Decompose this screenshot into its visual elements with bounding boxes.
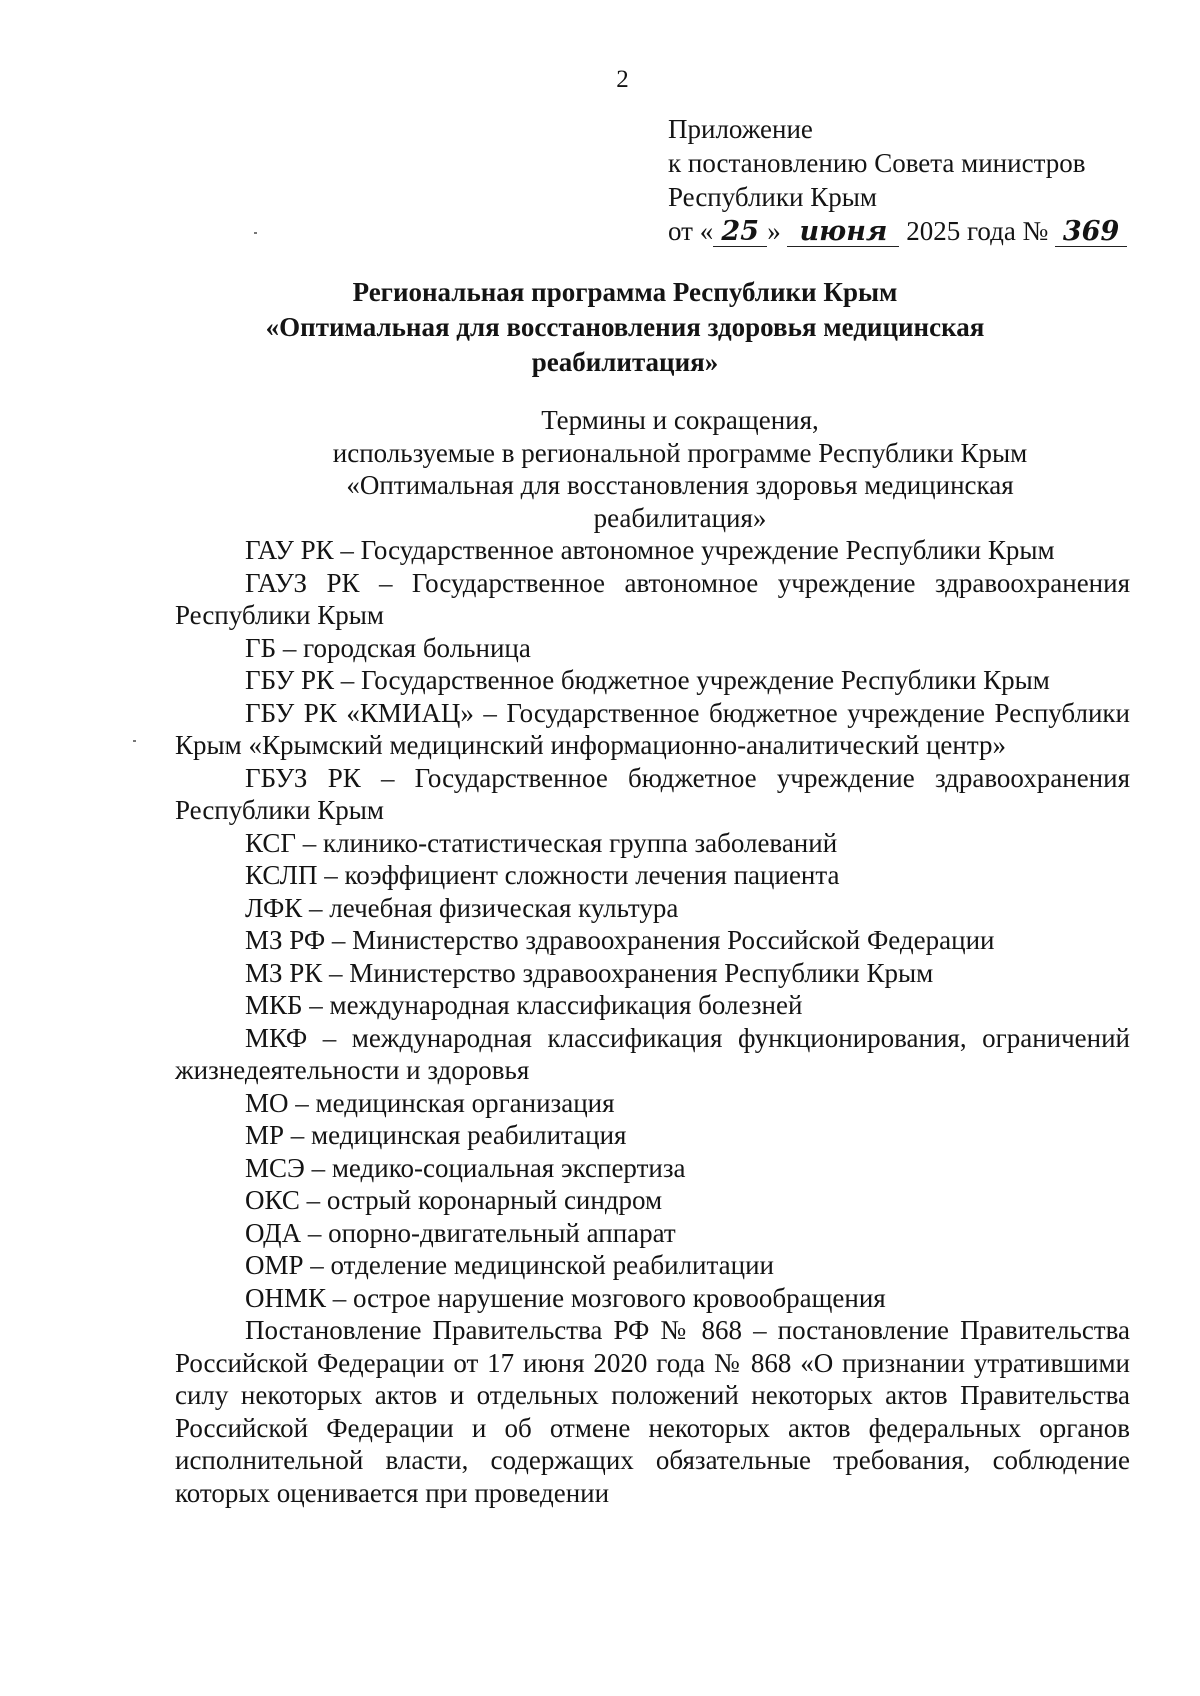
appendix-block [668, 112, 1128, 248]
title-line-3: реабилитация» [531, 347, 719, 377]
date-prefix: от « [668, 216, 714, 246]
scan-speck [133, 740, 136, 742]
appendix-date-line [668, 214, 1128, 248]
term-item: ОМР – отделение медицинской реабилитации [245, 1250, 774, 1280]
terms-list [175, 534, 1130, 1509]
term-item: МКБ – международная классификация болезней [245, 990, 803, 1020]
handwritten-month: июня [787, 218, 899, 247]
terms-heading-line-2: используемые в региональной программе Республики Крым [332, 437, 1028, 468]
term-item: МСЭ – медико-социальная экспертиза [245, 1152, 686, 1183]
terms-heading [300, 404, 1060, 534]
term-item: МЗ РФ – Министерство здравоохранения Российской Федерации [245, 925, 995, 955]
year-text: 2025 года № [906, 216, 1049, 246]
term-item: МО – медицинская организация [245, 1087, 615, 1118]
term-item: ЛФК – лечебная физическая культура [245, 892, 679, 923]
date-mid: » [767, 216, 781, 246]
term-item: Постановление Правительства РФ № 868 – постановление Правительства Российской Федерации от 17 июня 2020 года № 868 «О признании утратившими силу некоторых актов и отдельных положений некоторых актов Правительства Российской Федерации и об отмене некоторых актов федеральных органов исполнительной власти, содержащих обязательные требования, соблюдение которых оценивается при проведении [175, 1315, 1130, 1508]
term-item: КСГ – клинико-статистическая группа заболеваний [245, 827, 838, 858]
term-item: ГАУЗ РК – Государственное автономное учреждение здравоохранения Республики Крым [175, 567, 1130, 630]
terms-heading-line-1: Термины и сокращения, [541, 405, 819, 435]
title-line-1: Региональная программа Республики Крым [352, 277, 898, 307]
terms-heading-line-4: реабилитация» [593, 502, 767, 533]
terms-heading-line-3: «Оптимальная для восстановления здоровья медицинская [346, 470, 1014, 500]
title-line-2: «Оптимальная для восстановления здоровья медицинская [265, 312, 985, 342]
term-item: ГБУ РК – Государственное бюджетное учреждение Республики Крым [245, 665, 1050, 695]
term-item: МЗ РК – Министерство здравоохранения Республики Крым [245, 957, 934, 988]
handwritten-day: 25 [713, 218, 767, 247]
term-item: ОКС – острый коронарный синдром [245, 1185, 663, 1215]
term-item: МР – медицинская реабилитация [245, 1120, 627, 1150]
term-item: ОНМК – острое нарушение мозгового кровообращения [245, 1282, 886, 1313]
page-number: 2 [616, 66, 629, 93]
term-item: ГАУ РК – Государственное автономное учреждение Республики Крым [245, 535, 1055, 565]
term-item: ГБ – городская больница [245, 632, 531, 663]
term-item: ОДА – опорно-двигательный аппарат [245, 1217, 676, 1248]
program-title [175, 275, 1075, 380]
term-item: ГБУ РК «КМИАЦ» – Государственное бюджетное учреждение Республики Крым «Крымский медицинский информационно-аналитический центр» [175, 697, 1130, 760]
term-item: КСЛП – коэффициент сложности лечения пациента [245, 860, 840, 890]
appendix-label: Приложение [668, 114, 813, 144]
scan-speck [254, 232, 257, 234]
appendix-resolution: к постановлению Совета министров [668, 148, 1086, 178]
term-item: ГБУЗ РК – Государственное бюджетное учреждение здравоохранения Республики Крым [175, 762, 1130, 825]
term-item: МКФ – международная классификация функционирования, ограничений жизнедеятельности и здоровья [175, 1022, 1130, 1085]
appendix-republic: Республики Крым [668, 182, 877, 212]
handwritten-number: 369 [1055, 218, 1127, 247]
